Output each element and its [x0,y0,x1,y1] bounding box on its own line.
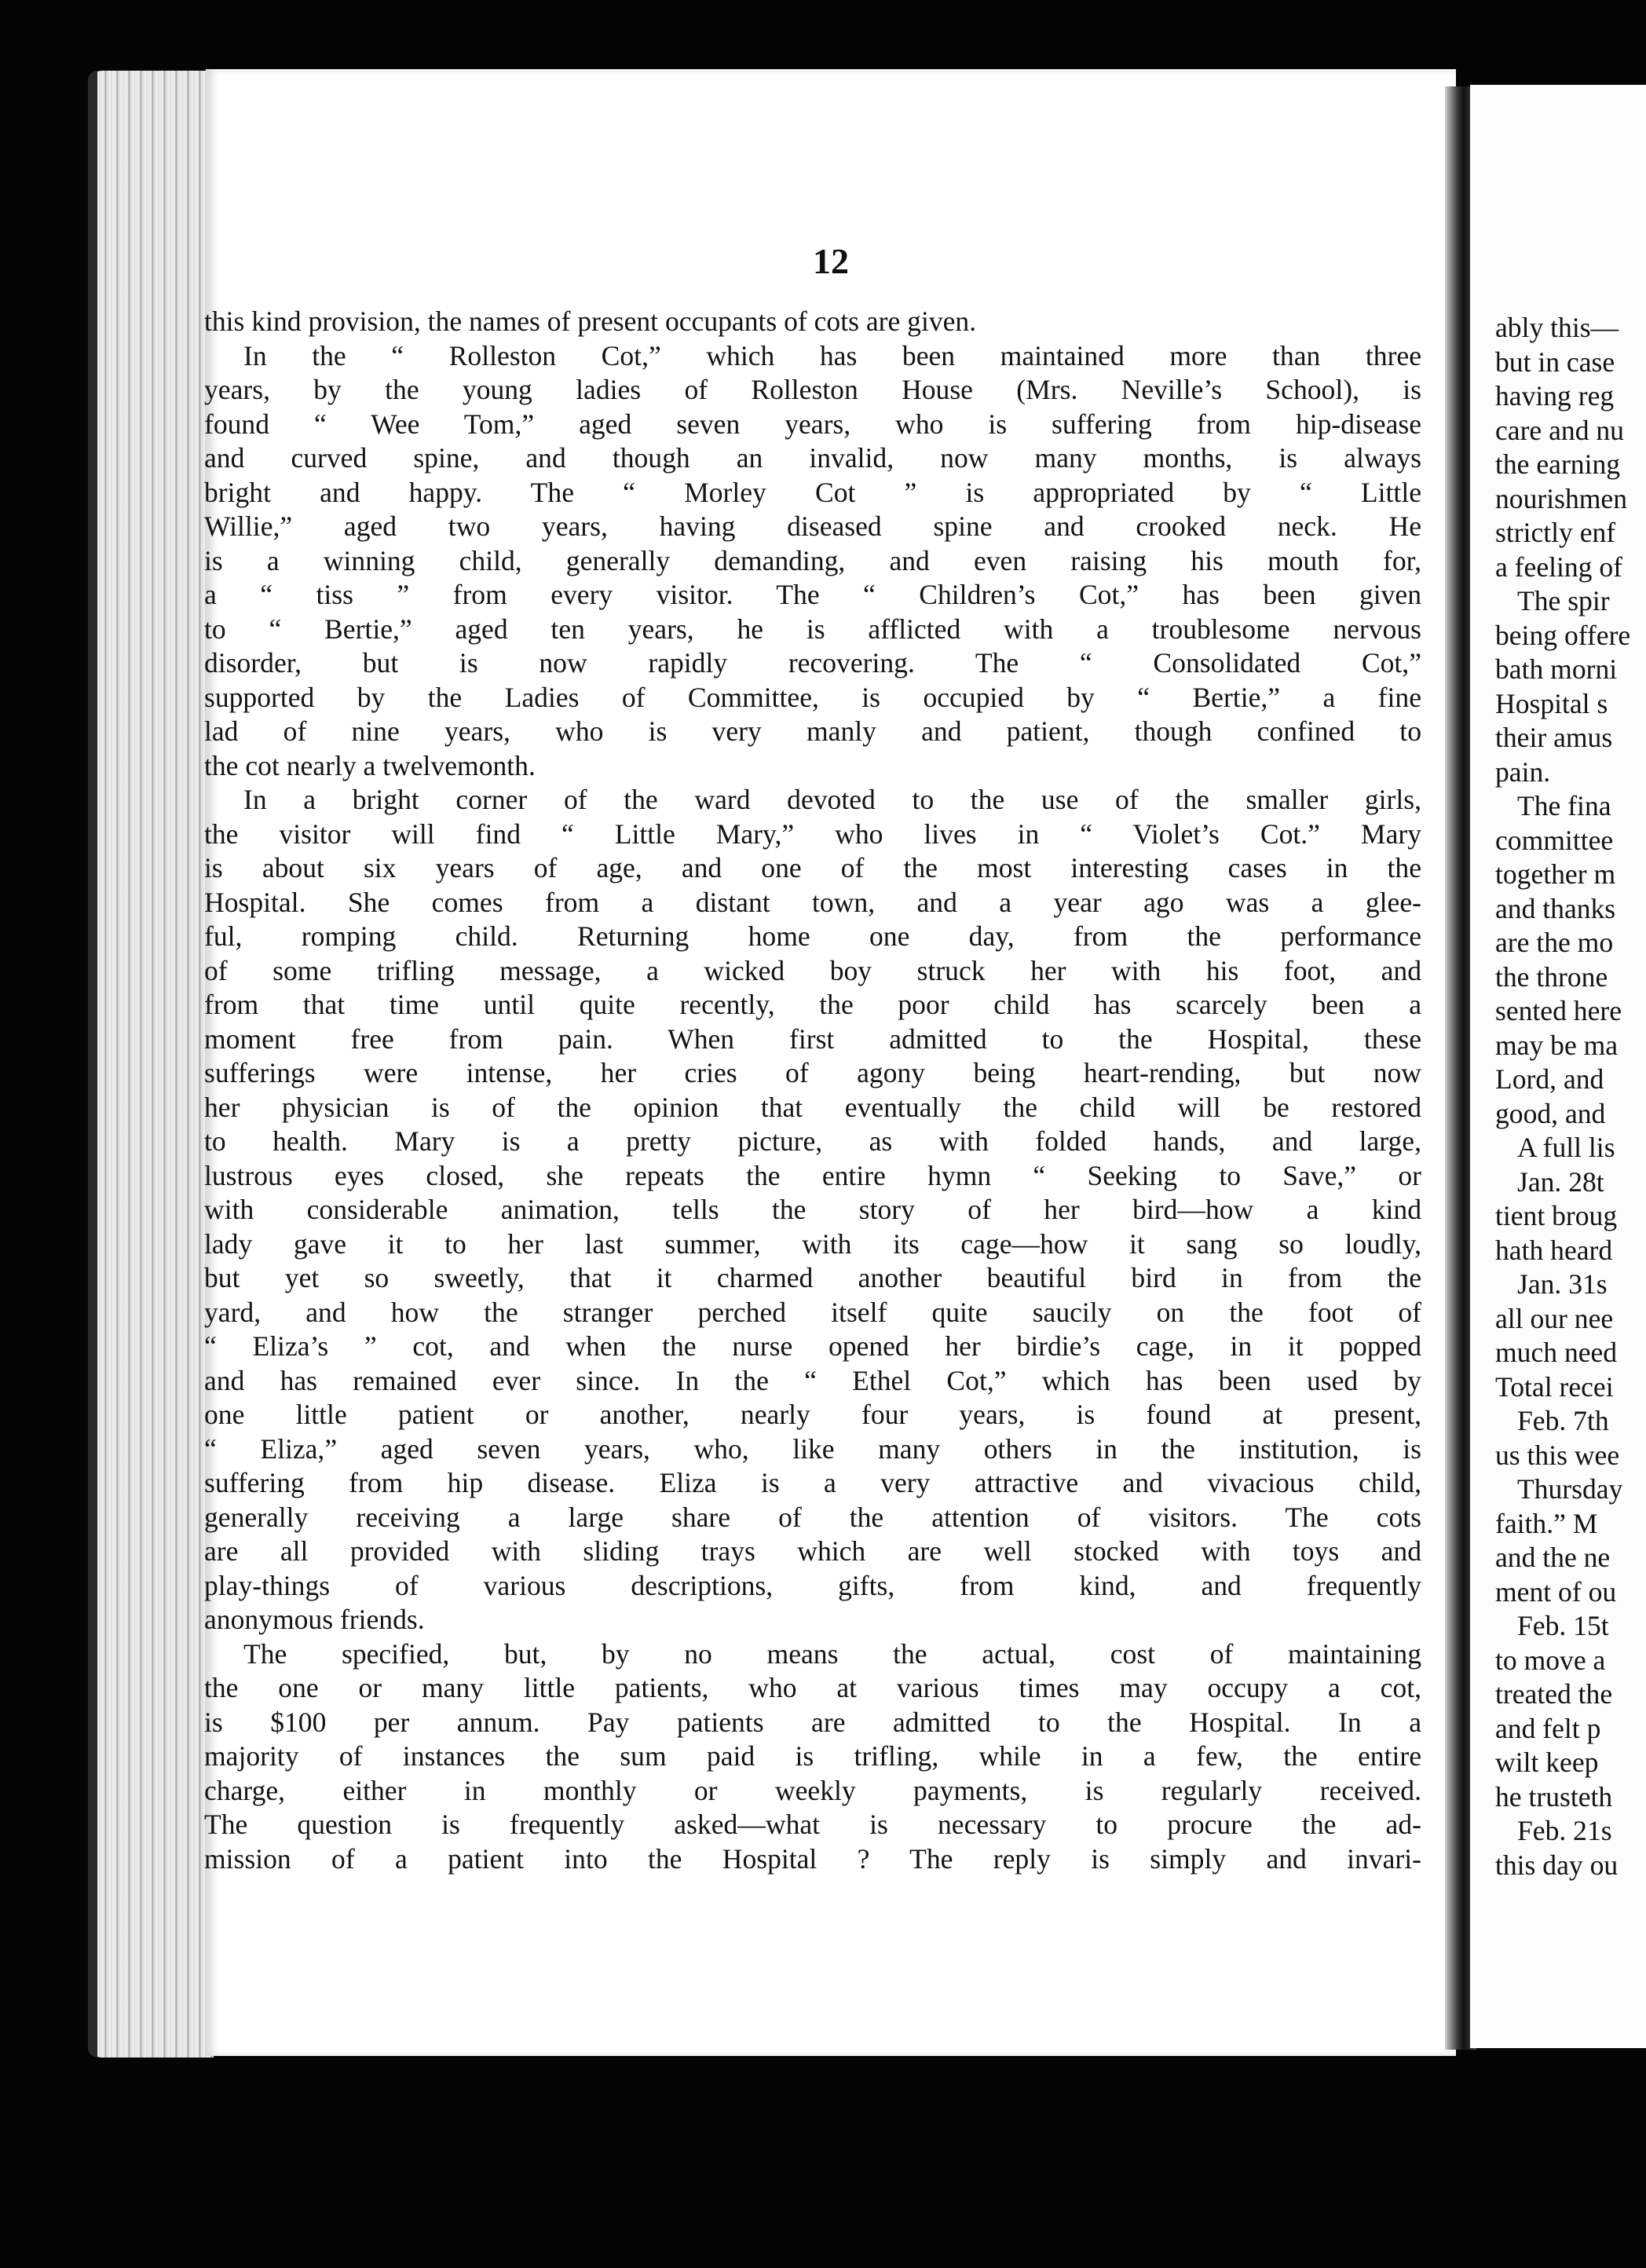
text-line: Lord, and [1495,1063,1604,1095]
text-line: Feb. 21s [1517,1815,1612,1846]
text-line: suffering from hip disease. Eliza is a very attractive and vivacious child, [204,1467,1421,1498]
left-page-body-text [204,305,1421,1876]
text-line: Total recei [1495,1370,1614,1403]
text-line: committee [1495,824,1614,856]
text-line: much need [1495,1337,1618,1368]
text-line: is about six years of age, and one of the most interesting cases in the [204,852,1421,883]
text-line: being offere [1495,619,1631,651]
text-line: are the mo [1495,927,1614,958]
text-line: Feb. 7th [1517,1405,1609,1436]
text-line: and felt p [1495,1712,1601,1744]
text-line: is a winning child, generally demanding, and even raising his mouth for, [204,544,1421,576]
text-line: he trusteth [1495,1780,1613,1813]
text-line: The spir [1517,585,1610,616]
text-line: her physician is of the opinion that eventually the child will be restored [204,1091,1421,1123]
text-line: pain. [1495,755,1551,788]
text-line: the cot nearly a twelvemonth. [204,749,536,781]
text-line: “ Eliza,” aged seven years, who, like many others in the institution, is [204,1432,1421,1465]
text-line: bath morni [1495,653,1618,685]
text-line: lustrous eyes closed, she repeats the entire hymn “ Seeking to Save,” or [204,1159,1421,1191]
text-line: good, and [1495,1097,1606,1129]
text-line: us this wee [1495,1439,1620,1471]
text-line: lady gave it to her last summer, with its cage—how it sang so loudly, [204,1227,1421,1260]
text-line: to “ Bertie,” aged ten years, he is afflicted with a troublesome nervous [204,613,1421,645]
text-line: Jan. 31s [1517,1268,1608,1300]
text-line: the throne [1495,960,1608,993]
text-line: and curved spine, and though an invalid, now many months, is always [204,442,1421,474]
text-line: generally receiving a large share of the attention of visitors. The cots [204,1501,1421,1533]
text-line: with considerable animation, tells the story of her bird—how a kind [204,1194,1421,1225]
text-line: one little patient or another, nearly four years, is found at present, [204,1399,1421,1430]
text-line: mission of a patient into the Hospital ? The reply is simply and invari- [204,1842,1421,1875]
text-line: and thanks [1495,892,1616,924]
text-line: from that time until quite recently, the poor child has scarcely been a [204,989,1421,1020]
text-line: In a bright corner of the ward devoted to the use of the smaller girls, [243,784,1421,815]
text-line: sufferings were intense, her cries of agony being heart-rending, but now [204,1057,1421,1088]
text-line: but in case [1495,346,1615,378]
text-line: may be ma [1495,1029,1619,1061]
text-line: ment of ou [1495,1575,1617,1608]
text-line: Willie,” aged two years, having diseased spine and crooked neck. He [204,510,1421,542]
text-line: the visitor will find “ Little Mary,” who lives in “ Violet’s Cot.” Mary [204,818,1421,850]
text-line: The fina [1517,790,1611,821]
text-line: Feb. 15t [1517,1610,1609,1641]
text-line: Thursday [1517,1473,1623,1505]
text-line: yard, and how the stranger perched itself quite saucily on the foot of [204,1296,1421,1328]
text-line: The question is frequently asked—what is necessary to procure the ad- [204,1809,1421,1840]
text-line: Hospital. She comes from a distant town, and a year ago was a glee- [204,886,1421,918]
page-number: 12 [813,241,849,281]
text-line: of some trifling message, a wicked boy struck her with his foot, and [204,954,1421,986]
text-line: play-things of various descriptions, gifts, from kind, and frequently [204,1569,1421,1601]
text-line: ful, romping child. Returning home one day, from the performance [204,920,1421,952]
text-line: and has remained ever since. In the “ Ethel Cot,” which has been used by [204,1364,1421,1396]
text-line: Hospital s [1495,687,1608,719]
text-line: are all provided with sliding trays which are well stocked with toys and [204,1535,1421,1567]
text-line: found “ Wee Tom,” aged seven years, who is suffering from hip-disease [204,408,1421,440]
text-line: years, by the young ladies of Rolleston House (Mrs. Neville’s School), is [204,374,1421,405]
text-line: majority of instances the sum paid is trifling, while in a few, the entire [204,1740,1421,1772]
text-line: to move a [1495,1644,1606,1676]
text-line: tient broug [1495,1200,1618,1231]
text-line: the one or many little patients, who at various times may occupy a cot, [204,1672,1421,1703]
text-line: hath heard [1495,1234,1613,1266]
text-line: sented here [1495,995,1622,1026]
text-line: anonymous friends. [204,1604,425,1635]
text-line: Jan. 28t [1517,1165,1604,1198]
text-line: this day ou [1495,1849,1619,1881]
text-line: strictly enf [1495,517,1616,548]
text-line: The specified, but, by no means the actual, cost of maintaining [243,1637,1421,1670]
text-line: their amus [1495,722,1613,753]
text-line: bright and happy. The “ Morley Cot ” is appropriated by “ Little [204,476,1421,508]
text-line: supported by the Ladies of Committee, is occupied by “ Bertie,” a fine [204,681,1421,713]
text-line: A full lis [1517,1132,1615,1163]
text-line: but yet so sweetly, that it charmed another beautiful bird in from the [204,1262,1421,1293]
text-line: In the “ Rolleston Cot,” which has been maintained more than three [243,339,1421,371]
right-page [1470,85,1646,2048]
text-line: having reg [1495,380,1615,412]
text-line: is $100 per annum. Pay patients are admitted to the Hospital. In a [204,1706,1421,1738]
text-line: the earning [1495,448,1621,480]
right-page-body-text [1495,311,1630,1882]
book-page-edges [88,71,214,2058]
text-line: care and nu [1495,414,1624,446]
text-line: to health. Mary is a pretty picture, as with folded hands, and large, [204,1125,1421,1157]
text-line: nourishmen [1495,482,1627,514]
text-line: all our nee [1495,1302,1614,1334]
text-line: lad of nine years, who is very manly and patient, though confined to [204,715,1421,747]
text-line: together m [1495,858,1616,890]
text-line: disorder, but is now rapidly recovering. The “ Consolidated Cot,” [204,647,1421,679]
text-line: treated the [1495,1678,1613,1710]
text-line: charge, either in monthly or weekly payments, is regularly received. [204,1774,1421,1806]
text-line: this kind provision, the names of present occupants of cots are given. [204,305,977,337]
text-line: ably this— [1495,312,1619,343]
text-line: “ Eliza’s ” cot, and when the nurse opened her birdie’s cage, in it popped [204,1330,1421,1362]
text-line: faith.” M [1495,1507,1598,1539]
text-line: a feeling of [1495,551,1622,583]
text-line: moment free from pain. When first admitted to the Hospital, these [204,1022,1421,1055]
text-line: a “ tiss ” from every visitor. The “ Children’s Cot,” has been given [204,579,1421,610]
text-line: wilt keep [1495,1747,1599,1778]
text-line: and the ne [1495,1542,1611,1573]
